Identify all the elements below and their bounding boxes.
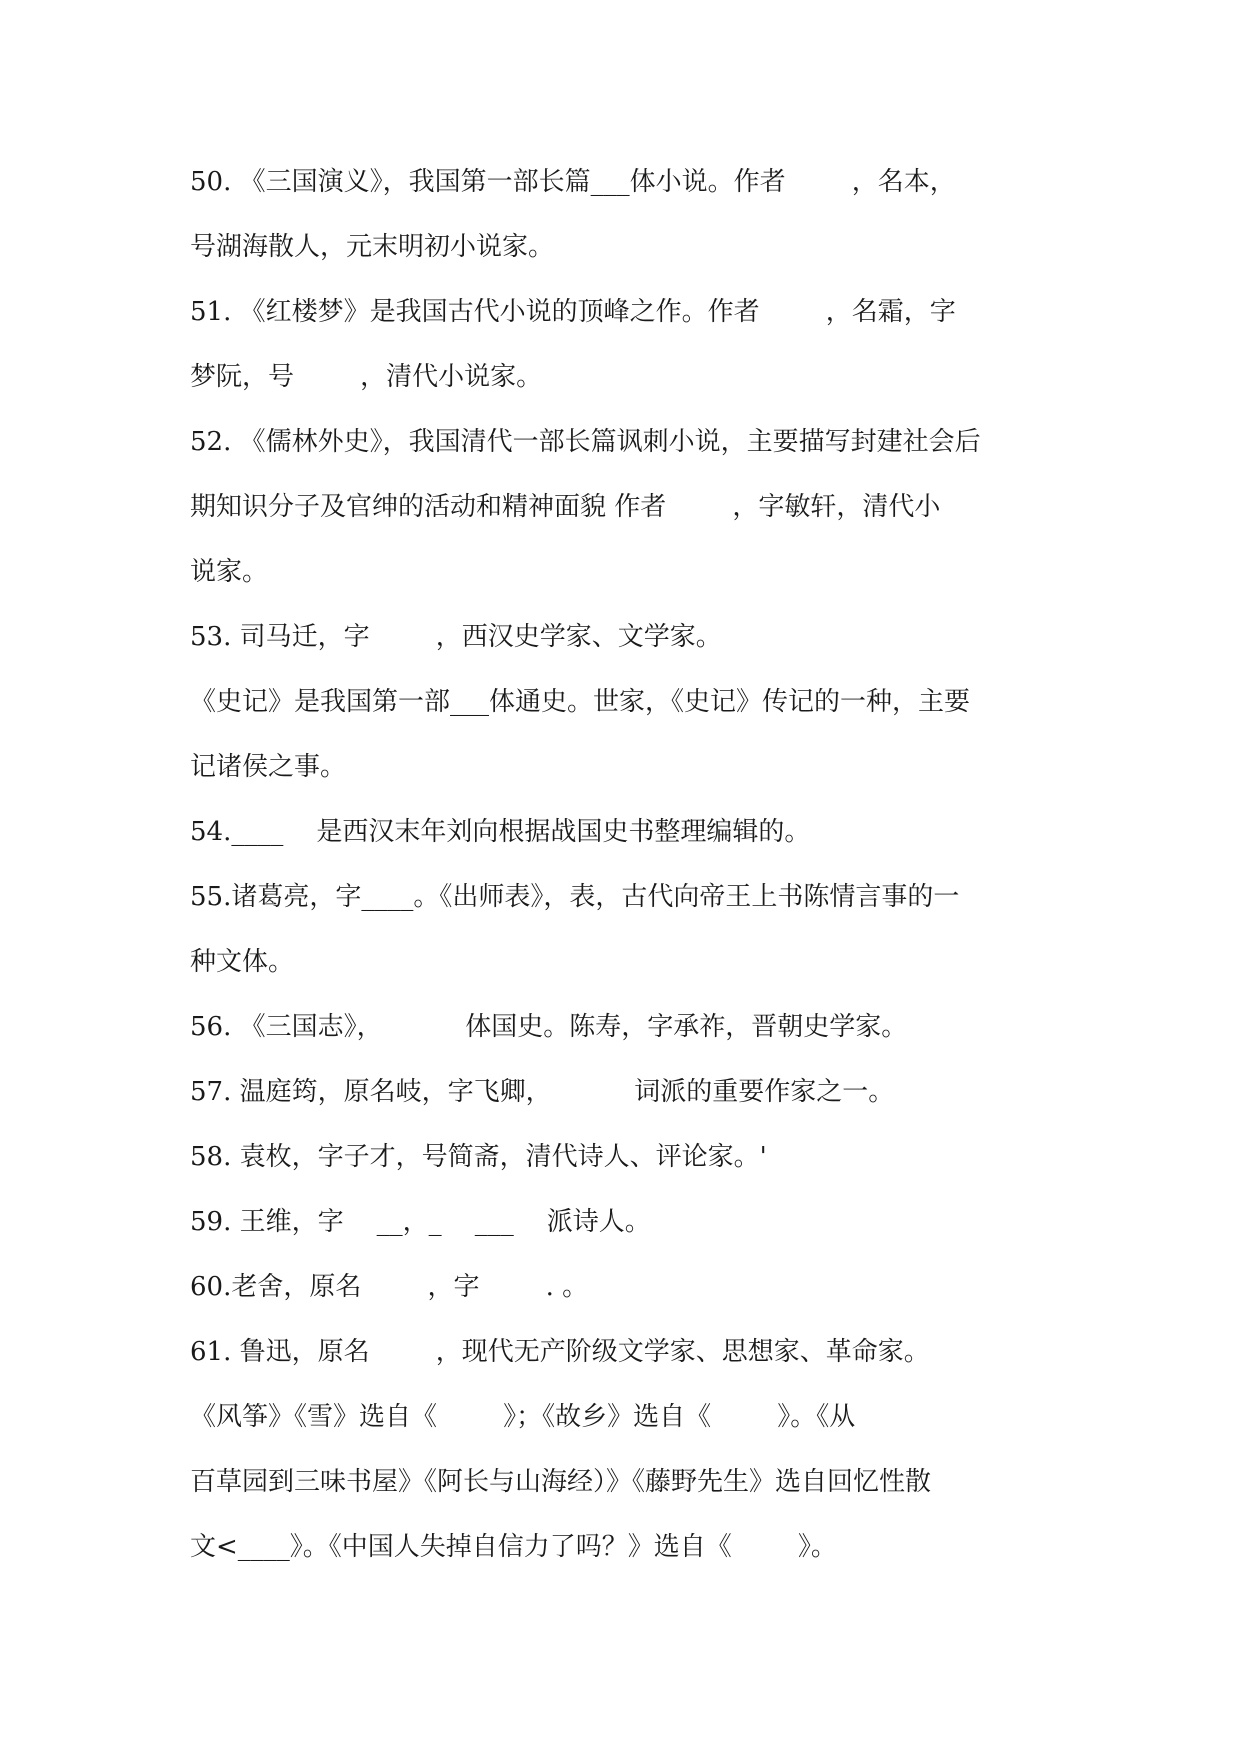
text-line: 说家。	[190, 557, 269, 587]
text-line: 60.老舍，原名 ，字 . 。	[190, 1272, 589, 1302]
text-line: 《风筝》《雪》选自《 》；《故乡》选自《 》。《从	[190, 1402, 856, 1432]
text-line: 梦阮，号 ，清代小说家。	[190, 362, 543, 392]
text-line: 号湖海散人，元末明初小说家。	[190, 232, 555, 262]
text-line: 期知识分子及官绅的活动和精神面貌 作者 ，字敏轩，清代小	[190, 492, 941, 522]
text-line: 《史记》是我国第一部___体通史。世家，《史记》传记的一种，主要	[190, 687, 971, 717]
text-line: 种文体。	[190, 947, 295, 977]
text-line: 56. 《三国志》， 体国史。陈寿，字承祚，晋朝史学家。	[190, 1012, 908, 1042]
text-line: 58. 袁枚，字子才，号简斋，清代诗人、评论家。'	[190, 1142, 767, 1172]
text-line: 百草园到三味书屋》《阿长与山海经）》《藤野先生》选自回忆性散	[190, 1467, 932, 1497]
text-line: 59. 王维，字 __，_ ___ 派诗人。	[190, 1207, 651, 1237]
text-line: 50. 《三国演义》，我国第一部长篇___体小说。作者 ，名本，	[190, 167, 956, 197]
text-line: 57. 温庭筠，原名岐，字飞卿， 词派的重要作家之一。	[190, 1077, 895, 1107]
text-line: 文<____》。《中国人失掉自信力了吗？》选自《 》。	[190, 1532, 837, 1562]
text-line: 54.____ 是西汉末年刘向根据战国史书整理编辑的。	[190, 817, 811, 847]
document-page	[190, 150, 1090, 1580]
text-line: 61. 鲁迅，原名 ，现代无产阶级文学家、思想家、革命家。	[190, 1337, 930, 1367]
text-line: 53. 司马迁，字 ，西汉史学家、文学家。	[190, 622, 722, 652]
text-line: 51. 《红楼梦》是我国古代小说的顶峰之作。作者 ，名霜，字	[190, 297, 956, 327]
text-line: 记诸侯之事。	[190, 752, 347, 782]
text-line: 55.诸葛亮，字____。《出师表》，表，古代向帝王上书陈情言事的一	[190, 882, 960, 912]
text-line: 52. 《儒林外史》，我国清代一部长篇讽刺小说，主要描写封建社会后	[190, 427, 981, 457]
